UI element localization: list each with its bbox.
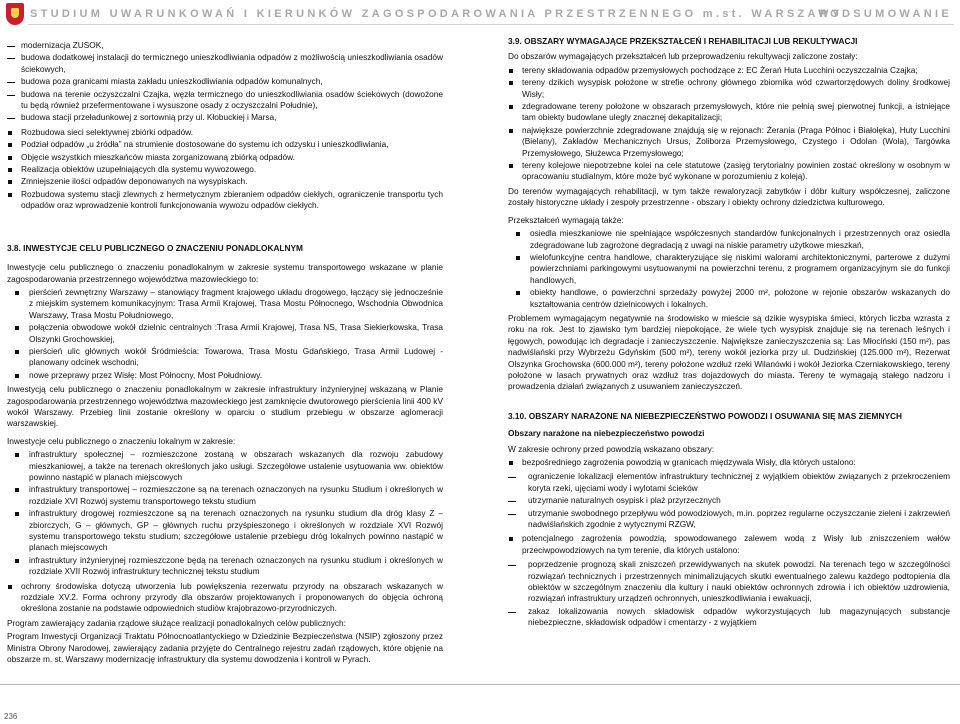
transformation-list: [508, 228, 950, 310]
paragraph: Do obszarów wymagających przekształceń lub przeprowadzeniu rekultywacji zaliczone zostały:: [508, 51, 858, 62]
list-item: obiekty handlowe, o powierzchni sprzedaży powyżej 2000 m², położone w rejonie obszarów wskazanych do kształtowania centrów dzielnicowych i lokalnych.: [508, 287, 950, 310]
section-heading-3-10: 3.10. OBSZARY NARAŻONE NA NIEBEZPIECZEŃSTWO POWODZI I OSUWANIA SIĘ MAS ZIEMNYCH: [508, 410, 902, 421]
flood-direct-list: [508, 457, 950, 468]
footer-divider: [0, 684, 960, 685]
header-divider: [28, 24, 954, 25]
list-item: ochrony środowiska dotyczą utworzenia lub powiększenia rezerwatu przyrody na obszarach wskazanych w rozdziale XV.2. Forma ochrony przyrody dla obszarów projektowanych i proponowanych do objęcia ochroną określona zostanie na podstawie odpowiednich studiów krajobrazowo-przyrodniczych.: [7, 581, 443, 615]
section-heading-3-9: 3.9. OBSZARY WYMAGAJĄCE PRZEKSZTAŁCEŃ I REHABILITACJI LUB REKULTYWACJI: [508, 36, 858, 46]
warsaw-crest-icon: [6, 3, 24, 25]
left-column: [7, 40, 443, 668]
list-item: połączenia obwodowe wokół dzielnic centralnych :Trasa Armii Krajowej, Trasa NS, Trasa Siekierkowska, Trasa Olszynki Grochowskiej,: [7, 322, 443, 345]
paragraph: Program Inwestycji Organizacji Traktatu Północnoatlantyckiego w Dziedzinie Bezpieczeństwa (NSIP) zgłoszony przez Ministra Obrony Narodowej, zawierający zadania przyjęte do Centralnego rejestru zadań rządowych, które objęnie na obszarze m. st. Warszawy modernizację infrastruktury dla systemu dowodzenia i kontroli w Pyrach.: [7, 631, 443, 665]
paragraph: Inwestycją celu publicznego o znaczeniu ponadlokalnym w zakresie infrastruktury inżynieryjnej wskazaną w Planie zagospodarowania przestrzennego województwa mazowieckiego jest zamknięcie dwutorowego pierścienia linii 400 kV wokół Warszawy. Przebieg linii zostanie określony w oparciu o studium przebiegu w obszarze aglomeracji warszawskiej.: [7, 384, 443, 429]
transport-investments-list: [7, 287, 443, 381]
list-item: infrastruktury społecznej – rozmieszczone zostaną w obszarach wskazanych dla rozwoju zabudowy mieszkaniowej, a także na terenach określonych jako usługi. Szczegółowe ustalenie usytuowania ww. obiektów powinno nastąpić w planach miejscowych: [7, 449, 443, 483]
subheading: Obszary narażone na niebezpieczeństwo powodzi: [508, 428, 705, 439]
list-item: zdegradowane tereny położone w obszarach przemysłowych, które nie pełnią swej pierwotnej funkcji, a istniejące tam obiekty budowlane ulegly znacznej dekapitalizacji;: [508, 101, 950, 124]
reclamation-areas-list: [508, 65, 950, 183]
list-item: budowa dodatkowej instalacji do termicznego unieszkodliwiania odpadów z możliwością unieszkodliwiania osadów ściekowych,: [7, 52, 443, 75]
waste-system-list: [7, 127, 443, 212]
list-item: Rozbudowa sieci selektywnej zbiórki odpadów.: [7, 127, 443, 138]
list-item: Rozbudowa systemu stacji zlewnych z hermetycznym zbieraniem odpadów ciekłych, ograniczenie transportu tych odpadów oraz wprowadzenie kontroli funkcjonowania wywozu odpadów ciekłych.: [7, 189, 443, 212]
list-item: Podział odpadów „u źródła” na strumienie dostosowane do systemu ich odzysku i unieszkodliwiania,: [7, 139, 443, 150]
list-item: budowa na terenie oczyszczalni Czajka, węzła termicznego do unieszkodliwiania osadów ściekowych (dowożone tu będą również przefermentowane i wysuszone osady z oczyszczalni Południe),: [7, 89, 443, 112]
section-heading-3-8: 3.8. INWESTYCJE CELU PUBLICZNEGO O ZNACZENIU PONADLOKALNYM: [7, 242, 303, 253]
paragraph: Inwestycje celu publicznego o znaczeniu lokalnym w zakresie:: [7, 435, 236, 446]
list-item: ograniczenie lokalizacji elementów infrastruktury technicznej z wyjątkiem obiektów związanych z przekroczeniem koryta rzeki, ujęciami wody i wylotami ścieków: [508, 471, 950, 494]
list-item: osiedla mieszkaniowe nie spełniające współczesnych standardów funkcjonalnych i przestrzennych oraz osiedla zdegradowane lub zagrożone degradacją z uwagi na niskie parametry użytkowe mieszkań,: [508, 228, 950, 251]
environment-list: [7, 581, 443, 615]
right-column: [508, 30, 950, 632]
list-item: tereny składowania odpadów przemysłowych pochodzące z: EC Żerań Huta Lucchini oczyszczalnia Czajka;: [508, 65, 950, 76]
paragraph: Do terenów wymagających rehabilitacji, w tym także rewaloryzacji zabytków i dóbr kultury współczesnej, zaliczone zostały historyczne układy i zespoły przestrzenne - obszary i obiekty ochrony dziedzictwa kulturowego.: [508, 185, 950, 208]
list-item: największe powierzchnie zdegradowane znajdują się w rejonach: Żerania (Praga Północ i Białołęka), Huty Lucchini (Bielany), Zakładów Mechanicznych Ursus, Żoliborza Przemysłowego, Czystego i Odolan (Wola), Targówka Przemysłowego, Służewca Przemysłowego;: [508, 125, 950, 159]
list-item: modernizacja ZUSOK,: [7, 40, 443, 51]
paragraph: Program zawierający zadania rządowe służące realizacji ponadlokalnych celów publicznych:: [7, 617, 346, 628]
flood-direct-rules-list: [508, 471, 950, 530]
paragraph: W zakresie ochrony przed powodzią wskazano obszary:: [508, 443, 715, 454]
list-item: tereny dzikich wysypisk położone w strefie ochrony głównego zbiornika wód czwartorzędowych doliny środkowej Wisły;: [508, 77, 950, 100]
local-investments-list: [7, 449, 443, 577]
list-item: tereny kolejowe niepotrzebne kolei na cele statutowe (zasięg terytorialny powinien zostać określony w osobnym w opracowaniu studialnym, które może być wykonane w porozumieniu z koleją).: [508, 160, 950, 183]
list-item: utrzymanie naturalnych osypisk i plaż przyrzecznych: [508, 495, 950, 506]
list-item: wielofunkcyjne centra handlowe, charakteryzujące się niskimi walorami architektonicznymi, parterowe z dużymi powierzchniami parkingowymi usytuowanymi na powierzchni terenu, z programem organizacyjnym sie do funkcji handlowych,: [508, 252, 950, 286]
list-item: budowa stacji przeładunkowej z sortownią przy ul. Kłobuckiej i Marsa,: [7, 112, 443, 123]
list-item: utrzymanie swobodnego przepływu wód powodziowych, m.in. poprzez regularne oczyszczanie zieleni i zakrzewień nadwiślańskich zgodnie z wytycznymi RZGW,: [508, 508, 950, 531]
list-item: pierścień ulic głównych wokół Śródmieścia: Towarowa, Trasa Mostu Gdańskiego, Trasa Armii Ludowej - planowany odcinek wschodni,: [7, 346, 443, 369]
list-item: infrastruktury transportowej – rozmieszczone są na terenach oznaczonych na rysunku Studium i określonych w rozdziale XVI Rozwój systemu transportowego tekstu studium: [7, 484, 443, 507]
list-item: Objęcie wszystkich mieszkańców miasta zorganizowaną zbiórką odpadów.: [7, 152, 443, 163]
document-title: STUDIUM UWARUNKOWAŃ I KIERUNKÓW ZAGOSPODAROWANIA PRZESTRZENNEGO m.st. WARSZAWY: [30, 8, 843, 20]
list-item: infrastruktury inżynieryjnej rozmieszczone będą na terenach oznaczonych na rysunku studium i określonych w rozdziale XVII Rozwój infrastruktury technicznej tekstu studium: [7, 555, 443, 578]
page-header: [0, 0, 960, 32]
list-item: potencjalnego zagrożenia powodzią, spowodowanego zalewem wodą z Wisły lub zniszczeniem wałów przeciwpowodziowych na tym terenie, dla których ustalono:: [508, 533, 950, 556]
list-item: infrastruktury drogowej rozmieszczone są na terenach oznaczonych na rysunku studium dla dróg klasy Z – zbiorczych, G – głównych, GP – głównych ruchu przyśpieszonego i określonych w rozdziale XVI Rozwój systemu transportowego tekstu studium; szczegółowe ustalenie przebiegu dróg lokalnych powinno nastąpić w planach miejscowych: [7, 508, 443, 554]
list-item: budowa poza granicami miasta zakładu unieszkodliwiania odpadów komunalnych,: [7, 76, 443, 87]
list-item: pierścień zewnętrzny Warszawy – stanowiący fragment krajowego układu drogowego, łączący się jednocześnie z miejskim systemem komunikacyjnym: Trasa Armii Krajowej, Trasa Mostu Północnego, Wschodnia Obwodnica Warszawy, Trasa Mostu Południowego,: [7, 287, 443, 321]
list-item: poprzedzenie prognozą skali zniszczeń przewidywanych na skutek powodzi. Na terenach tego w szczególności rozwiązań technicznych i przestrzennych minimalizujących skutki ewentualnego zalewu każdego podtopienia dla obiektów w szczególnym znaczeniu dla kultury i nauki obiektów ochronnych zdrowia i ich obiektów uzdrowienia, rozwiązań infrastruktury urządzeń ochronnych, unieszkodliwiania i ewakuacji,: [508, 559, 950, 605]
list-item: nowe przeprawy przez Wisłę: Most Północny, Most Południowy.: [7, 370, 443, 381]
list-item: zakaz lokalizowania nowych składowisk odpadów wykorzystujących lub magazynujących substancje niebezpieczne, składowisk odpadów i cmentarzy - z wyjątkiem: [508, 606, 950, 629]
flood-potential-rules-list: [508, 559, 950, 628]
list-item: Realizacja obiektów uzupełniających dla systemu wywozowego.: [7, 164, 443, 175]
page-number: 236: [4, 712, 18, 721]
paragraph: Przekształceń wymagają także:: [508, 214, 624, 225]
waste-installations-list: [7, 40, 443, 124]
section-title: PODSUMOWANIE: [819, 8, 952, 20]
paragraph: Problemem wymagającym negatywnie na środowisko w mieście są dzikie wysypiska śmieci, których liczba wzrasta z roku na rok. Jest to zjawisko tym bardziej niepokojące, że wiele tych wysypisk znajduje się na terenach leśnych i łęgowych, powodując ich degradacje i zanieczyszczenie. Największe zanieczyszczenia są: Las Młociński (150 m²), pas nadwiślański przy Wybrzeżu Gdyńskim (500 m²), tereny wokół jeziorka przy ul. Dudzińskiej (125.000 m²), Rezerwat Olszynka Grochowska (600.000 m²), tereny położone wzdłuż rzeki Wilanówki i wokół Jeziorka Czerniakowskiego, tereny położone w lasach prywatnych oraz wzdłuż tras dojazdowych do miasta. Tereny te wymagają stałego nadzoru i prowadzenia działań związanych z usuwaniem zanieczyszczeń.: [508, 312, 950, 392]
list-item: Zmniejszenie ilości odpadów deponowanych na wysypiskach.: [7, 176, 443, 187]
list-item: bezpośredniego zagrożenia powodzią w granicach międzywala Wisły, dla których ustalono:: [508, 457, 950, 468]
paragraph: Inwestycje celu publicznego o znaczeniu ponadlokalnym w zakresie systemu transportowego wskazane w planie zagospodarowania przestrzennego województwa mazowieckiego to:: [7, 262, 443, 284]
flood-potential-list: [508, 533, 950, 556]
